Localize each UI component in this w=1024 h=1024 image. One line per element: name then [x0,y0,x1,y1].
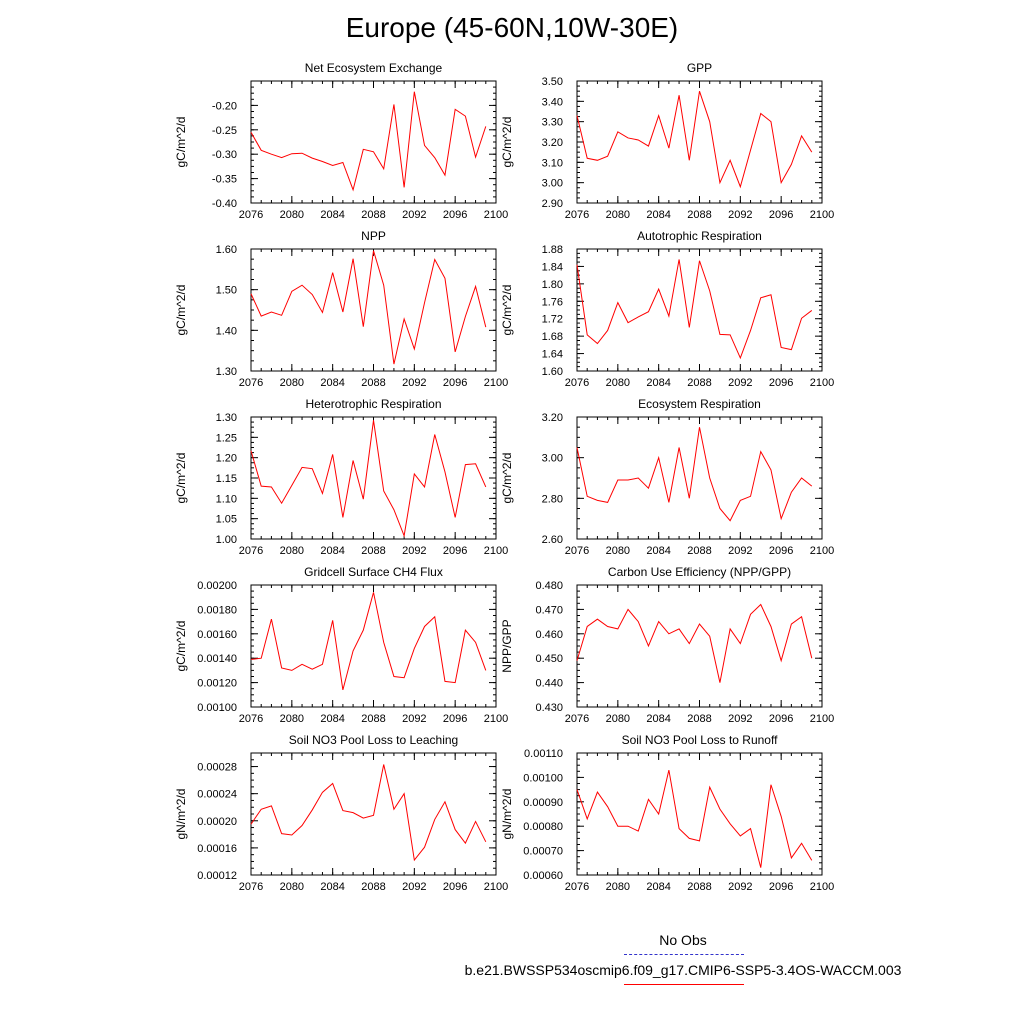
x-tick-label: 2092 [728,209,753,221]
series-line-soil-no3-pool-loss-to-leaching [251,765,486,861]
panel-ecosystem-respiration [500,397,834,557]
y-tick-label: -0.25 [211,124,237,137]
x-tick-label: 2084 [646,713,671,725]
x-tick-label: 2088 [687,713,712,725]
x-tick-label: 2076 [238,209,264,221]
y-tick-label: 0.460 [535,628,563,641]
y-tick-label: 0.00070 [523,845,563,858]
y-tick-label: 0.00028 [197,761,237,774]
x-tick-label: 2092 [402,209,427,221]
x-tick-label: 2084 [320,209,345,221]
panel-title: Carbon Use Efficiency (NPP/GPP) [607,565,792,579]
y-tick-label: 0.00160 [197,628,237,641]
y-tick-label: 2.90 [541,198,563,210]
x-tick-label: 2100 [809,377,835,389]
legend-label-no-obs: No Obs [659,932,707,948]
y-tick-label: -0.20 [211,100,237,113]
x-tick-label: 2080 [605,377,631,389]
x-tick-label: 2076 [238,377,264,389]
x-tick-label: 2080 [605,545,631,557]
x-tick-label: 2088 [361,881,386,893]
x-tick-label: 2100 [809,881,835,893]
panel-title: Ecosystem Respiration [638,397,761,411]
y-tick-label: 1.84 [541,261,563,274]
y-axis-label: gC/m^2/d [500,284,514,336]
y-tick-label: 1.68 [541,331,563,344]
y-tick-label: 1.76 [541,296,563,309]
y-tick-label: 1.30 [215,412,237,424]
x-tick-label: 2092 [728,881,753,893]
y-tick-label: 0.430 [535,702,563,714]
y-tick-label: 1.30 [215,366,237,378]
x-tick-label: 2076 [238,545,264,557]
series-line-npp [251,251,486,364]
y-tick-label: 0.00016 [197,842,237,855]
y-tick-label: 1.10 [215,493,237,506]
y-tick-label: 0.00200 [197,580,237,592]
y-tick-label: 0.00140 [197,653,237,666]
panel-autotrophic-respiration [500,229,834,389]
x-tick-label: 2100 [809,713,835,725]
y-tick-label: 0.00120 [197,677,237,690]
y-tick-label: 1.15 [215,473,237,485]
y-axis-label: NPP/GPP [500,619,514,673]
x-tick-label: 2096 [768,377,794,389]
x-tick-label: 2080 [605,713,631,725]
x-tick-label: 2100 [483,713,509,725]
panel-gridcell-surface-ch4-flux [174,565,508,725]
y-tick-label: 0.00060 [523,870,563,882]
panel-title: GPP [686,61,713,75]
x-tick-label: 2096 [768,209,794,221]
x-tick-label: 2084 [320,881,345,893]
x-tick-label: 2080 [279,209,305,221]
legend-label-model-run: b.e21.BWSSP534oscmip6.f09_g17.CMIP6-SSP5-3.4OS-WACCM.003 [464,962,902,978]
plot-frame [251,81,496,203]
series-line-ecosystem-respiration [577,427,812,521]
y-tick-label: 3.00 [541,177,563,190]
x-tick-label: 2096 [442,881,468,893]
x-tick-label: 2080 [605,209,631,221]
figure-title: Europe (45-60N,10W-30E) [345,12,679,43]
y-tick-label: 3.20 [541,412,563,424]
x-tick-label: 2100 [483,545,509,557]
x-tick-label: 2092 [402,713,427,725]
panel-soil-no3-pool-loss-to-leaching [174,733,508,893]
y-tick-label: 2.60 [541,534,563,546]
panel-title: Net Ecosystem Exchange [304,61,443,75]
series-line-gridcell-surface-ch4-flux [251,592,486,690]
panel-title: NPP [361,229,386,243]
y-tick-label: 1.80 [541,278,563,291]
y-tick-label: 0.440 [535,677,563,690]
panel-title: Soil NO3 Pool Loss to Leaching [288,733,459,747]
x-tick-label: 2076 [564,881,590,893]
y-tick-label: 3.40 [541,96,563,109]
y-tick-label: 1.50 [215,284,237,297]
y-axis-label: gC/m^2/d [174,116,188,168]
x-tick-label: 2076 [564,713,590,725]
y-axis-label: gC/m^2/d [174,620,188,672]
y-tick-label: -0.30 [211,149,237,162]
y-tick-label: 0.00100 [197,702,237,714]
x-tick-label: 2084 [646,545,671,557]
x-tick-label: 2084 [320,713,345,725]
plot-frame [251,249,496,371]
x-tick-label: 2076 [564,209,590,221]
x-tick-label: 2080 [279,377,305,389]
y-tick-label: 1.60 [541,366,563,378]
panel-title: Heterotrophic Respiration [305,397,442,411]
y-tick-label: 1.72 [541,313,563,326]
x-tick-label: 2076 [564,545,590,557]
x-tick-label: 2092 [402,881,427,893]
x-tick-label: 2076 [238,881,264,893]
series-line-net-ecosystem-exchange [251,92,486,190]
x-tick-label: 2088 [361,545,386,557]
y-axis-label: gC/m^2/d [174,452,188,504]
x-tick-label: 2096 [768,545,794,557]
x-tick-label: 2088 [361,209,386,221]
x-tick-label: 2076 [564,377,590,389]
y-tick-label: -0.35 [211,173,237,186]
x-tick-label: 2080 [279,545,305,557]
y-tick-label: 1.05 [215,513,237,526]
panel-title: Soil NO3 Pool Loss to Runoff [621,733,778,747]
panel-npp [174,229,508,389]
y-tick-label: 1.20 [215,452,237,465]
x-tick-label: 2096 [442,545,468,557]
y-tick-label: 1.40 [215,325,237,338]
y-tick-label: 2.80 [541,493,563,506]
y-tick-label: 3.10 [541,157,563,170]
y-tick-label: 1.88 [541,244,563,256]
x-tick-label: 2092 [402,545,427,557]
x-tick-label: 2084 [646,377,671,389]
y-tick-label: 0.470 [535,604,563,617]
x-tick-label: 2088 [687,377,712,389]
y-tick-label: 3.20 [541,137,563,149]
plot-frame [577,249,822,371]
y-tick-label: 0.480 [535,580,563,592]
series-line-soil-no3-pool-loss-to-runoff [577,770,812,868]
x-tick-label: 2096 [768,881,794,893]
panel-soil-no3-pool-loss-to-runoff [500,733,834,893]
x-tick-label: 2096 [442,209,468,221]
plot-frame [577,753,822,875]
x-tick-label: 2100 [483,209,509,221]
x-tick-label: 2088 [361,377,386,389]
x-tick-label: 2084 [646,881,671,893]
x-tick-label: 2084 [646,209,671,221]
panel-title: Gridcell Surface CH4 Flux [304,565,443,579]
panel-gpp [500,61,834,221]
x-tick-label: 2096 [768,713,794,725]
y-tick-label: 0.00100 [523,772,563,785]
x-tick-label: 2092 [402,377,427,389]
x-tick-label: 2092 [728,713,753,725]
x-tick-label: 2100 [483,881,509,893]
y-tick-label: 1.25 [215,432,237,445]
x-tick-label: 2076 [238,713,264,725]
y-tick-label: 0.00110 [524,748,563,760]
y-tick-label: 0.450 [535,653,563,666]
panel-heterotrophic-respiration [174,397,508,557]
y-tick-label: 1.00 [215,534,237,546]
x-tick-label: 2096 [442,377,468,389]
x-tick-label: 2088 [361,713,386,725]
x-tick-label: 2096 [442,713,468,725]
x-tick-label: 2092 [728,377,753,389]
y-tick-label: 0.00090 [523,796,563,809]
x-tick-label: 2080 [605,881,631,893]
y-tick-label: 1.60 [215,244,237,256]
plot-frame [577,417,822,539]
y-tick-label: 0.00020 [197,815,237,828]
x-tick-label: 2088 [687,209,712,221]
y-tick-label: 0.00012 [197,870,237,882]
panel-carbon-use-efficiency-npp-gpp [500,565,834,725]
y-tick-label: 1.64 [541,348,563,361]
x-tick-label: 2088 [687,881,712,893]
x-tick-label: 2088 [687,545,712,557]
y-tick-label: 0.00080 [523,821,563,834]
y-axis-label: gN/m^2/d [500,788,514,840]
y-tick-label: 0.00024 [197,788,237,801]
plot-frame [251,585,496,707]
x-tick-label: 2080 [279,881,305,893]
series-line-gpp [577,91,812,187]
series-line-carbon-use-efficiency-npp-gpp [577,605,812,683]
y-tick-label: -0.40 [211,198,237,210]
y-axis-label: gC/m^2/d [500,116,514,168]
x-tick-label: 2100 [809,545,835,557]
y-tick-label: 3.30 [541,116,563,129]
y-tick-label: 3.00 [541,452,563,465]
y-axis-label: gN/m^2/d [174,788,188,840]
y-tick-label: 3.50 [541,76,563,88]
x-tick-label: 2084 [320,377,345,389]
y-axis-label: gC/m^2/d [174,284,188,336]
x-tick-label: 2084 [320,545,345,557]
panel-net-ecosystem-exchange [174,61,508,221]
x-tick-label: 2092 [728,545,753,557]
y-axis-label: gC/m^2/d [500,452,514,504]
x-tick-label: 2100 [483,377,509,389]
series-line-heterotrophic-respiration [251,420,486,536]
panel-title: Autotrophic Respiration [637,229,762,243]
plot-frame [251,417,496,539]
y-tick-label: 0.00180 [197,604,237,617]
x-tick-label: 2100 [809,209,835,221]
series-line-autotrophic-respiration [577,259,812,357]
x-tick-label: 2080 [279,713,305,725]
